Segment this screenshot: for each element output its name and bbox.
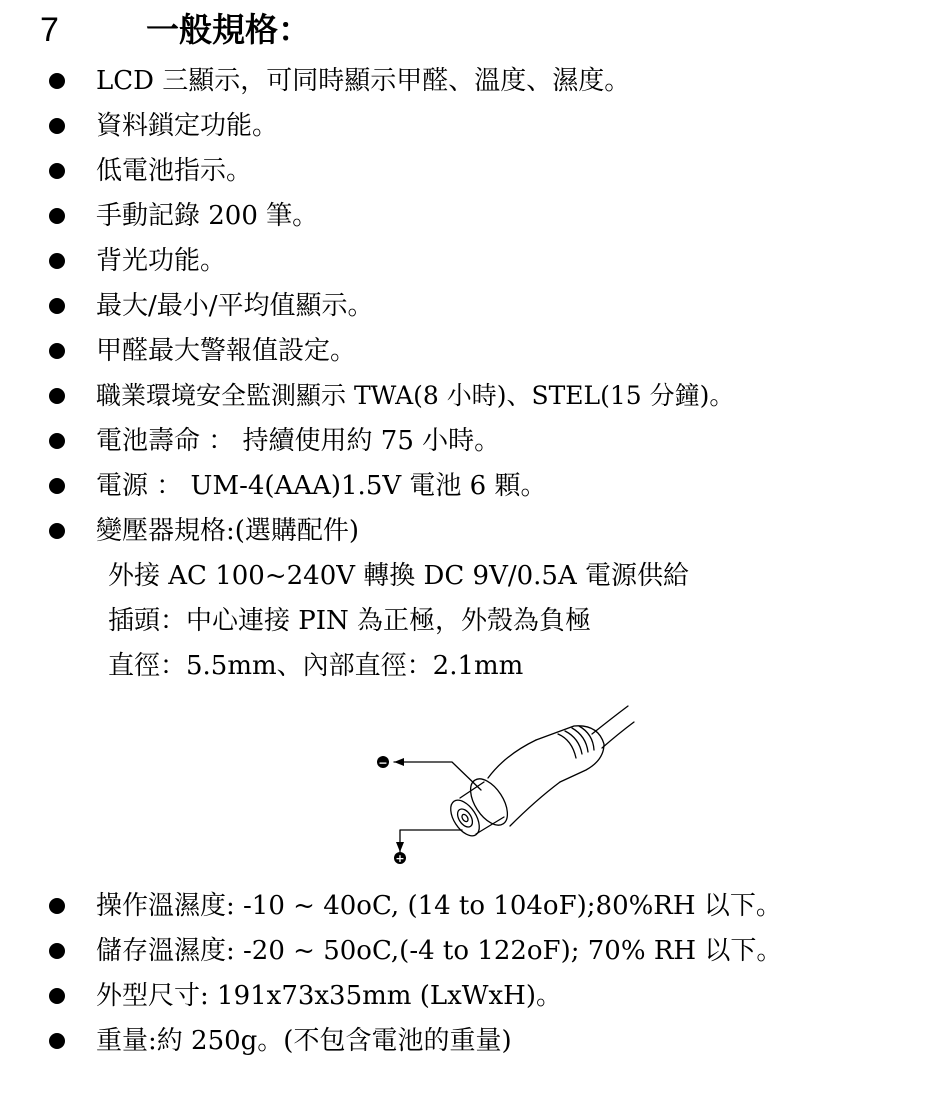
section-heading (40, 8, 311, 52)
bullet-icon (49, 988, 65, 1004)
bullet-icon (49, 943, 65, 959)
bullet-icon (49, 118, 65, 134)
list-item-text: 外型尺寸: 191x73x35mm (LxWxH)。 (96, 981, 562, 1011)
negative-symbol: − (378, 756, 388, 770)
section-number: 7 (40, 11, 59, 49)
dc-plug-icon (360, 700, 660, 870)
bullet-icon (49, 523, 65, 539)
list-item-text: 背光功能。 (96, 246, 227, 276)
bullet-icon (49, 478, 65, 494)
positive-symbol: + (395, 852, 405, 865)
bullet-icon (49, 208, 65, 224)
list-item-text: 最大/最小/平均值顯示。 (96, 291, 374, 321)
adapter-detail: 直徑：5.5mm、內部直徑：2.1mm (108, 651, 524, 681)
bullet-icon (49, 898, 65, 914)
list-item-text: 重量:約 250g。(不包含電池的重量) (96, 1026, 512, 1056)
bullet-icon (49, 433, 65, 449)
bullet-icon (49, 343, 65, 359)
adapter-detail: 插頭：中心連接 PIN 為正極，外殼為負極 (108, 606, 592, 636)
list-item-text: 低電池指示。 (96, 156, 253, 186)
list-item-text: 操作溫濕度: -10 ~ 40oC, (14 to 104oF);80%RH 以下。 (96, 891, 782, 921)
list-item-text: 職業環境安全監測顯示 TWA(8 小時)、STEL(15 分鐘)。 (96, 381, 735, 410)
bullet-icon (49, 388, 65, 404)
list-item-text: 手動記錄 200 筆。 (96, 201, 319, 231)
bullet-icon (49, 298, 65, 314)
adapter-detail: 外接 AC 100~240V 轉換 DC 9V/0.5A 電源供給 (108, 561, 690, 591)
section-title: 一般規格： (146, 10, 311, 49)
bullet-icon (49, 163, 65, 179)
bullet-icon (49, 73, 65, 89)
bullet-icon (49, 253, 65, 269)
list-item-text: 甲醛最大警報值設定。 (96, 336, 357, 366)
list-item-text: 電源 ： UM-4(AAA)1.5V 電池 6 顆。 (96, 471, 547, 501)
list-item-text: 儲存溫濕度: -20 ~ 50oC,(-4 to 122oF); 70% RH 以下。 (96, 936, 783, 966)
list-item-text: 資料鎖定功能。 (96, 111, 279, 141)
list-item-text: 變壓器規格:(選購配件) (96, 516, 360, 546)
list-item-text: 電池壽命 ： 持續使用約 75 小時。 (96, 426, 501, 456)
list-item-text: LCD 三顯示，可同時顯示甲醛、溫度、濕度。 (96, 66, 631, 96)
bullet-icon (49, 1033, 65, 1049)
